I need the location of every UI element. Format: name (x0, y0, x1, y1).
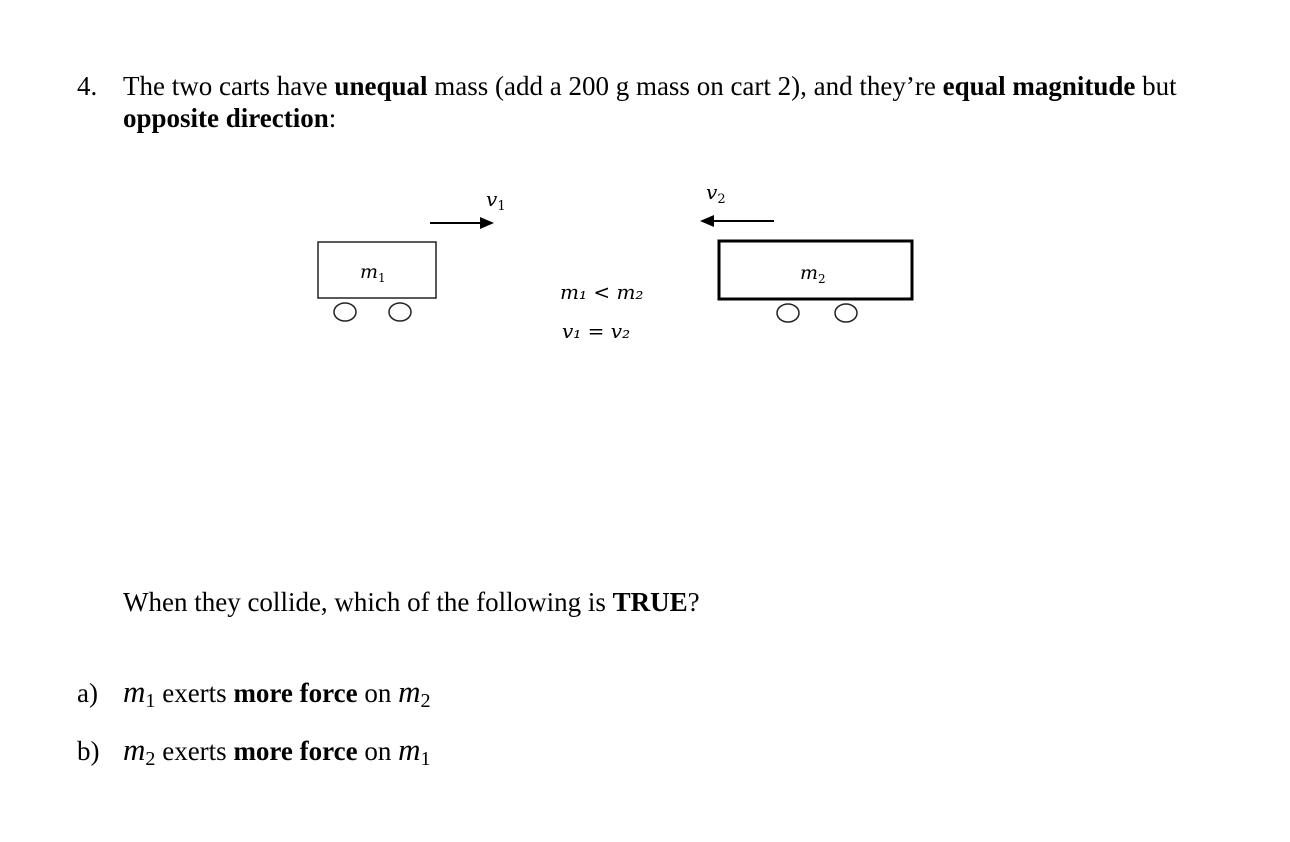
option-a-bold: more force (233, 678, 358, 708)
question-number: 4. (77, 71, 98, 101)
question-text-4: : (328, 103, 337, 133)
question-text-2: mass (add a 200 g mass on cart 2), and they’re (427, 71, 943, 101)
prompt-text: When they collide, which of the following is (123, 587, 613, 617)
option-b-subject: $m_2$ (123, 732, 156, 771)
option-b-label: b) (77, 736, 100, 766)
option-b-verb: exerts (155, 736, 234, 766)
prompt-bold-true: TRUE (612, 587, 688, 617)
cart2-label: $m_2$ (800, 262, 826, 286)
option-a-verb: exerts (155, 678, 234, 708)
option-b[interactable] (77, 732, 431, 771)
cart1-wheel-right (389, 303, 411, 321)
relation-mass: m₁ < m₂ (560, 280, 644, 304)
collision-prompt (123, 586, 700, 618)
question-bold-opposite-direction: opposite direction (123, 103, 329, 133)
option-a-label: a) (77, 678, 98, 708)
prompt-end: ? (687, 587, 700, 617)
option-b-object: $m_1$ (398, 732, 431, 771)
v2-label: $v_2$ (706, 180, 726, 207)
v1-label: $v_1$ (486, 187, 506, 214)
v2-arrow-head (700, 215, 714, 227)
option-a-subject: $m_1$ (123, 674, 156, 713)
relation-velocity: v₁ = v₂ (562, 319, 631, 343)
question-bold-unequal: unequal (334, 71, 428, 101)
option-a-prep: on (357, 678, 399, 708)
question-bold-equal-magnitude: equal magnitude (942, 71, 1136, 101)
option-b-bold: more force (233, 736, 358, 766)
option-b-prep: on (357, 736, 399, 766)
question-text-1: The two carts have (123, 71, 335, 101)
v1-arrow-head (480, 217, 494, 229)
cart2-wheel-left (777, 304, 799, 322)
cart1-wheel-left (334, 303, 356, 321)
cart1-label: $m_1$ (360, 261, 386, 285)
cart2-wheel-right (835, 304, 857, 322)
option-a-object: $m_2$ (398, 674, 431, 713)
question-text-3: but (1135, 71, 1177, 101)
option-a[interactable] (77, 674, 431, 713)
